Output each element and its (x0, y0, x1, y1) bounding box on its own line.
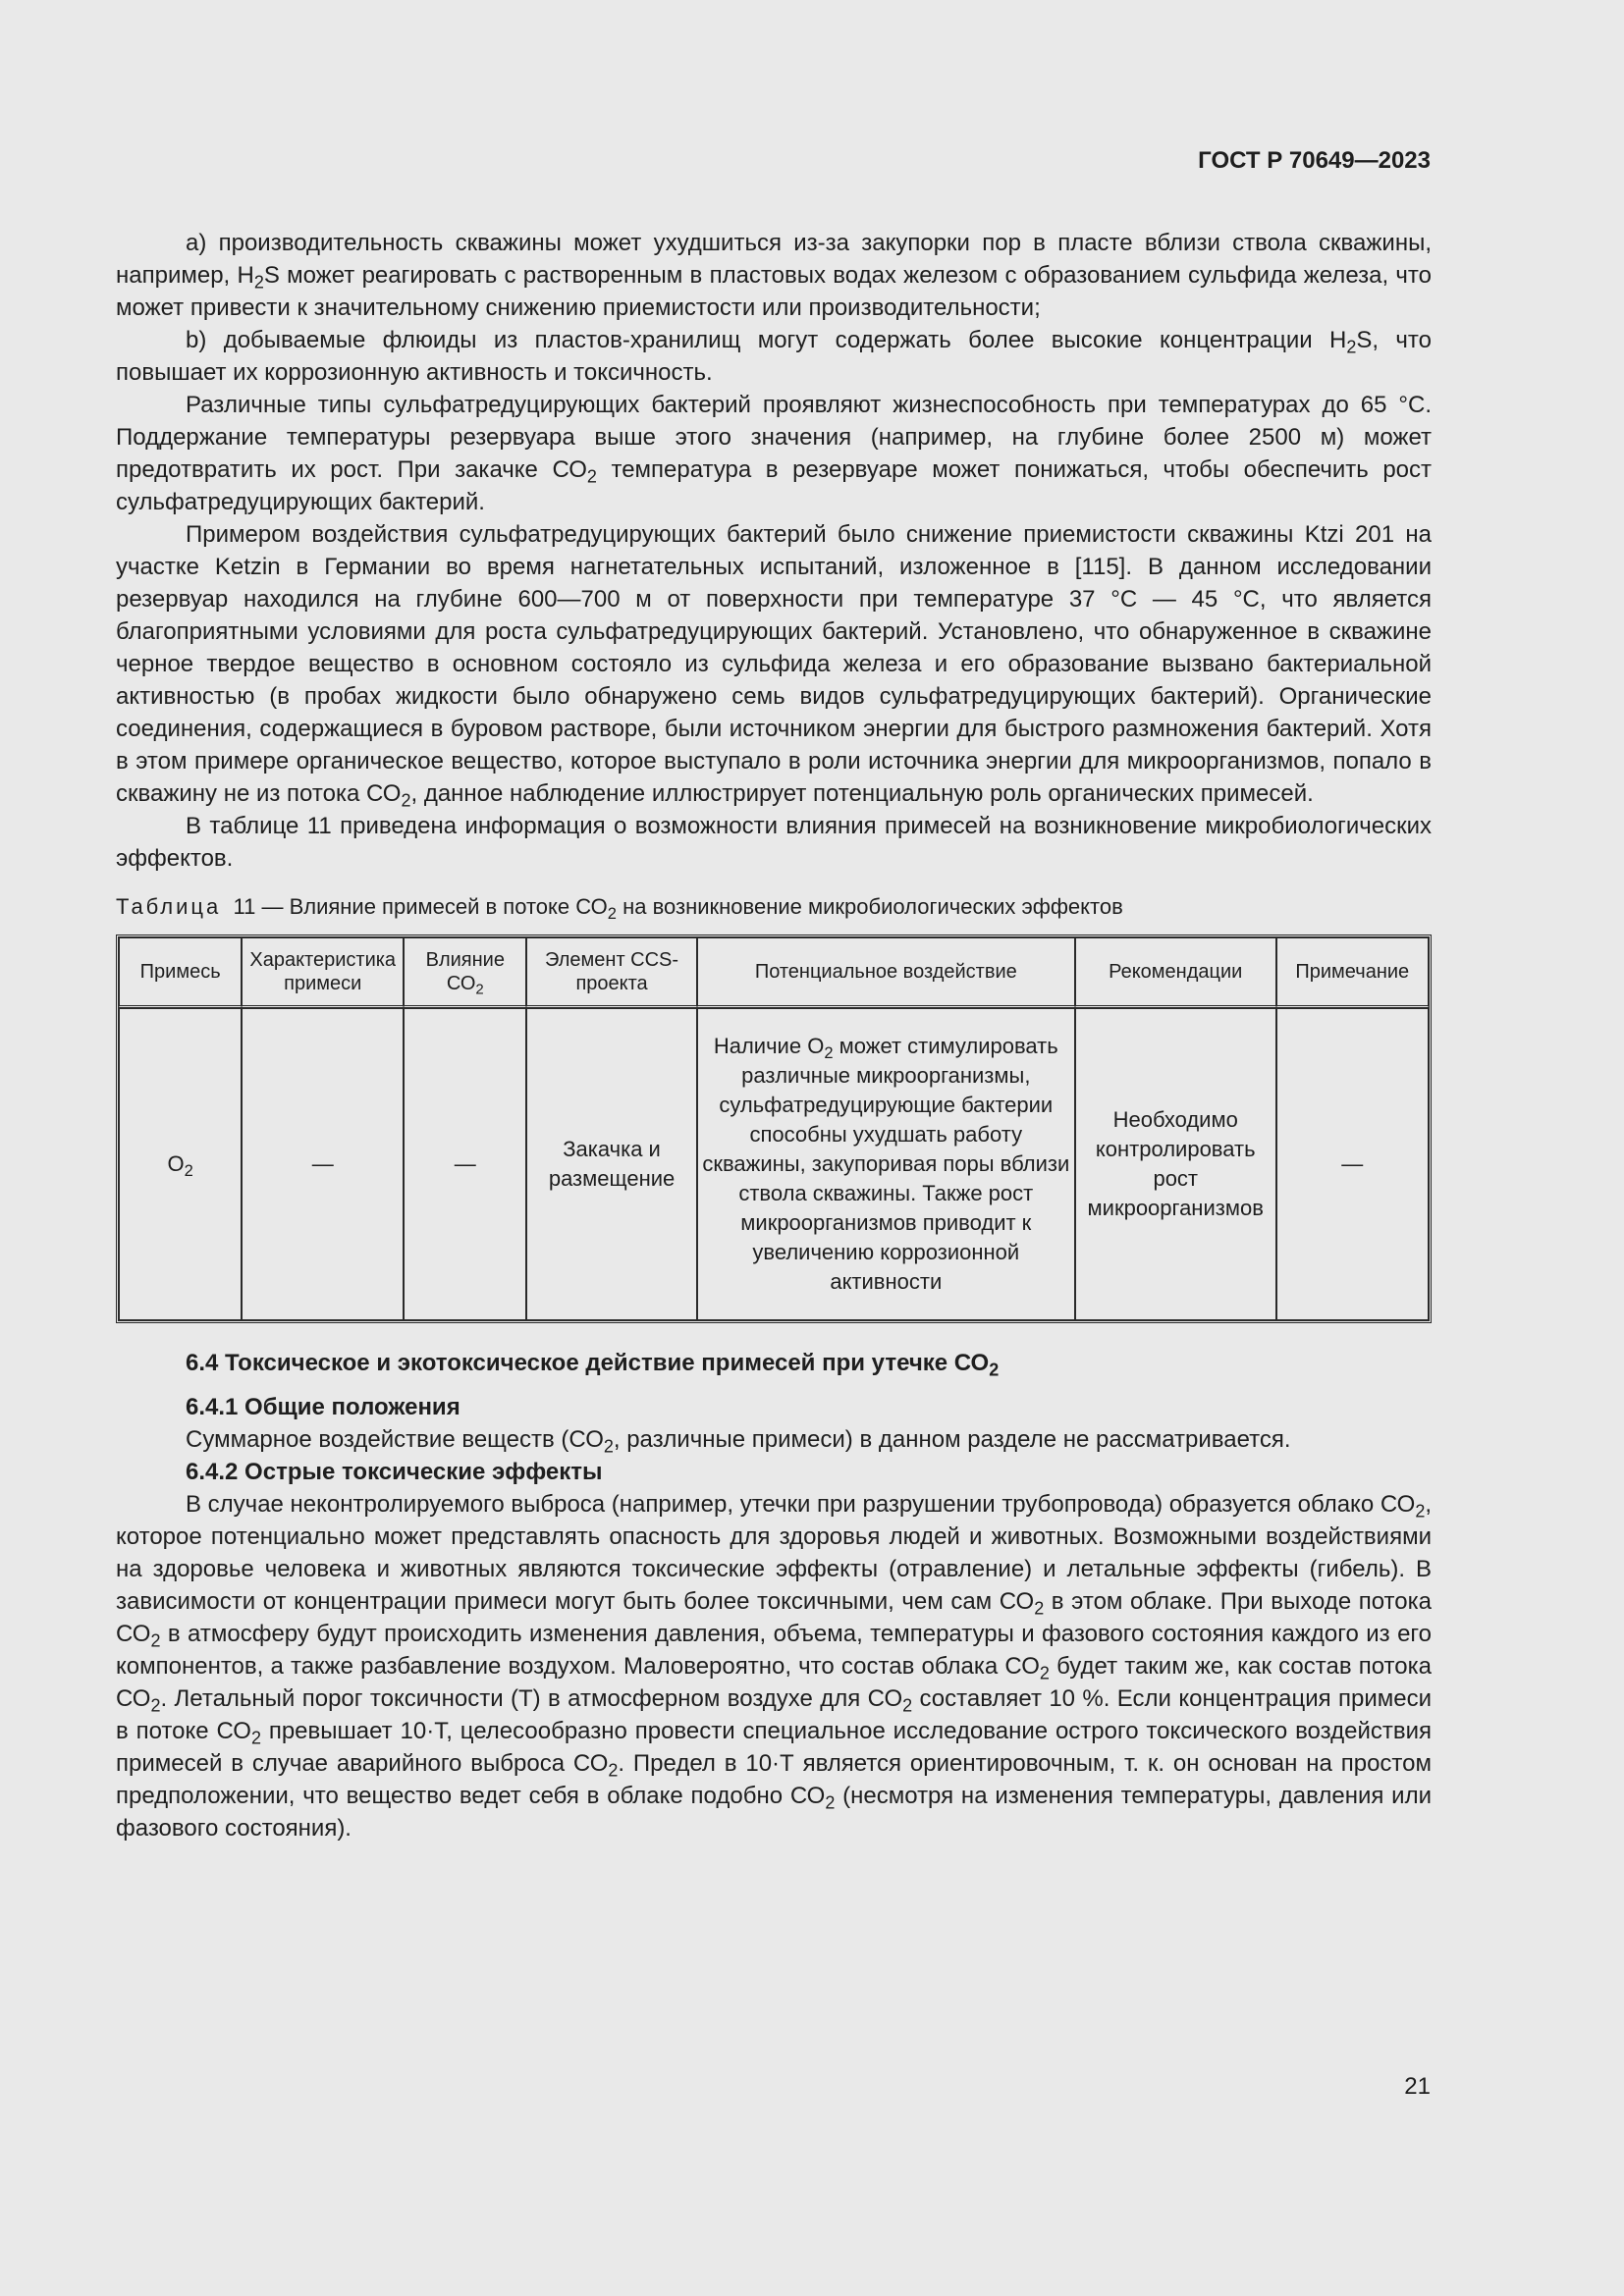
section-6-4-2-text: В случае неконтролируемого выброса (например, утечки при разрушении трубопровода) образуется облако $СО_2$, которое потенциально может представлять опасность для здоровья людей и животных. Возможными воздействиями на здоровье человека и животных являются токсические эффекты (отравление) и летальные эффекты (гибель). В зависимости от концентрации примеси могут быть более токсичными, чем сам $СО_2$ в этом облаке. При выходе потока $СО_2$ в атмосферу будут происходить изменения давления, объема, температуры и фазового состояния каждого из его компонентов, а также разбавление воздухом. Маловероятно, что состав облака $СО_2$ будет таким же, как состав потока $СО_2$. Летальный порог токсичности (Т) в атмосферном воздухе для $СО_2$ составляет 10 %. Если концентрация примеси в потоке $СО_2$ превышает 10·Т, целесообразно провести специальное исследование острого токсического воздействия примесей в случае аварийного выброса $СО_2$. Предел в 10·Т является ориентировочным, т. к. он основан на простом предположении, что вещество ведет себя в облаке подобно $СО_2$ (несмотря на изменения температуры, давления или фазового состояния). (116, 1491, 1433, 1842)
cell-characteristic: — (242, 1008, 404, 1320)
cell-recommendations: Необходимо контролировать рост микроорганизмов (1075, 1008, 1276, 1320)
cell-element: Закачка и размещение (526, 1008, 696, 1320)
page-number: 21 (1404, 2073, 1431, 2100)
paragraph-b: b) добываемые флюиды из пластов-хранилищ могут содержать более высокие концентрации $H_2S$, что повышает их коррозионную активность и токсичность. (116, 327, 1432, 386)
header-influence: Влияние $СО_2$ (404, 937, 526, 1008)
cell-influence: — (404, 1008, 526, 1320)
impurities-table (116, 934, 1432, 1323)
paragraph-a: а) производительность скважины может ухудшиться из-за закупорки пор в пласте вблизи ствола скважины, например, $H_2S$ может реагировать с растворенным в пластовых водах железом с образованием сульфида железа, что может привести к значительному снижению приемистости или производительности; (116, 230, 1433, 321)
header-impurity: Примесь (119, 937, 242, 1008)
paragraph-temperature: Различные типы сульфатредуцирующих бактерий проявляют жизнеспособность при температурах до 65 °С. Поддержание температуры резервуара выше этого значения (например, на глубине более 2500 м) может предотвратить их рост. При закачке $СО_2$ температура в резервуаре может понижаться, чтобы обеспечить рост сульфатредуцирующих бактерий. (116, 392, 1433, 515)
cell-impurity: $О_2$ (119, 1008, 242, 1320)
section-6-4-1-text: Суммарное воздействие веществ ($СО_2$, различные примеси) в данном разделе не рассматривается. (186, 1426, 1291, 1457)
section-6-4-1-title: 6.4.1 Общие положения (186, 1394, 460, 1420)
section-6-4-title: 6.4 Токсическое и экотоксическое действие примесей при утечке $СО_2$ (186, 1350, 1000, 1380)
header-recommendations: Рекомендации (1075, 937, 1276, 1008)
header-impact: Потенциальное воздействие (697, 937, 1075, 1008)
paragraph-table-ref: В таблице 11 приведена информация о возможности влияния примесей на возникновение микробиологических эффектов. (116, 813, 1432, 872)
table-header-row (119, 937, 1429, 1008)
header-element: Элемент CCS-проекта (526, 937, 696, 1008)
cell-impact: Наличие $О_2$ может стимулировать различные микроорганизмы, сульфатредуцирующие бактерии способны ухудшать работу скважины, закупоривая поры вблизи ствола скважины. Также рост микроорганизмов приводит к увеличению коррозионной активности (697, 1008, 1075, 1320)
header-characteristic: Характеристика примеси (242, 937, 404, 1008)
standard-number: ГОСТ Р 70649—2023 (1198, 147, 1431, 174)
paragraph-ketzin: Примером воздействия сульфатредуцирующих бактерий было снижение приемистости скважины Ktzi 201 на участке Ketzin в Германии во время нагнетательных испытаний, изложенное в [115]. В данном исследовании резервуар находился на глубине 600—700 м от поверхности при температуре 37 °С — 45 °С, что является благоприятными условиями для роста сульфатредуцирующих бактерий. Установлено, что обнаруженное в скважине черное твердое вещество в основном состояло из сульфида железа и его образование вызвано бактериальной активностью (в пробах жидкости было обнаружено семь видов сульфатредуцирующих бактерий). Органические соединения, содержащиеся в буровом растворе, были источником энергии для быстрого размножения бактерий. Хотя в этом примере органическое вещество, которое выступало в роли источника энергии для микроорганизмов, попало в скважину не из потока $СО_2$, данное наблюдение иллюстрирует потенциальную роль органических примесей. (116, 521, 1432, 811)
body-text (116, 227, 1432, 1844)
cell-note: — (1276, 1008, 1429, 1320)
table-row (119, 1008, 1429, 1320)
header-note: Примечание (1276, 937, 1429, 1008)
section-6-4-2-title: 6.4.2 Острые токсические эффекты (186, 1459, 603, 1485)
table-caption: Таблица 11 — Влияние примесей в потоке $СО_2$ на возникновение микробиологических эффектов (116, 894, 1123, 923)
